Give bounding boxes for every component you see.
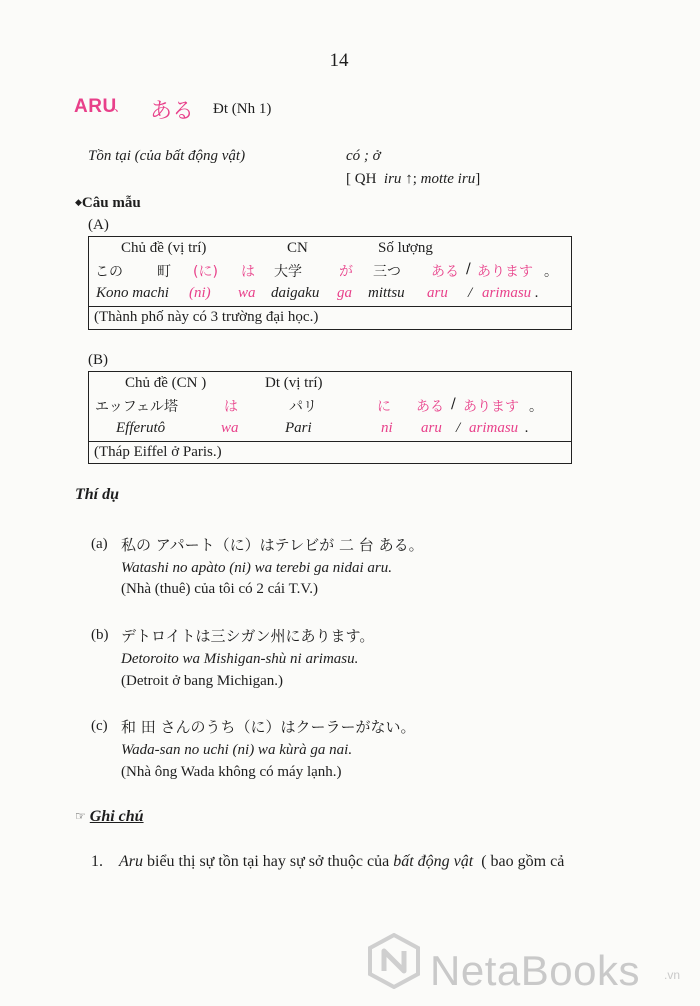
pattern-a-jp-kono: この (95, 264, 123, 280)
pattern-a-ro-mittsu: mittsu (368, 285, 405, 301)
pattern-a-box (88, 236, 572, 330)
pattern-a-ro-kono-machi: Kono machi (96, 285, 169, 301)
pattern-a-ro-slash: / (468, 285, 473, 301)
note-1 (91, 853, 564, 871)
pattern-b-label: (B) (88, 352, 108, 368)
note-1-word: Aru (119, 853, 143, 870)
example-a-label: (a) (91, 536, 108, 552)
example-c-jp: 和 田 さんのうち（に）はクーラーがない。 (121, 718, 416, 736)
pattern-a-jp-ni: (に) (193, 264, 218, 280)
pattern-b-jp-aru: ある (416, 399, 444, 415)
pattern-b-divider (89, 441, 571, 442)
note-1-emph: bất động vật (393, 853, 474, 870)
entry-kana: ある (150, 99, 195, 124)
pattern-b-jp-efferuto: エッフェル塔 (95, 399, 179, 415)
pattern-a-jp-period: 。 (544, 264, 558, 280)
netabooks-logo-icon (366, 933, 422, 989)
watermark-text: NetaBooks (430, 947, 640, 994)
notes-heading: Ghi chú (89, 808, 144, 825)
pattern-b-ro-period: . (525, 420, 529, 436)
pattern-a-jp-mittsu: 三つ (373, 264, 401, 280)
pattern-a-jp-slash: / (466, 261, 471, 277)
meaning-right: có ; ở (346, 148, 381, 164)
pattern-b-jp-wa: は (224, 399, 238, 415)
pattern-b-box (88, 371, 572, 464)
note-1-tail: ( bao gồm cả (481, 853, 565, 870)
pattern-a-ro-ni: (ni) (189, 285, 211, 301)
pattern-b-col1: Chủ đề (CN ) (125, 375, 207, 391)
example-b-translation: (Detroit ở bang Michigan.) (121, 673, 284, 689)
example-b-romaji: Detoroito wa Mishigan-shù ni arimasu. (121, 651, 359, 667)
example-c-translation: (Nhà ông Wada không có máy lạnh.) (121, 764, 342, 780)
pattern-b-translation: (Tháp Eiffel ở Paris.) (94, 444, 222, 460)
pattern-a-ro-wa: wa (238, 285, 256, 301)
entry-word-type: Đt (Nh 1) (213, 101, 272, 117)
watermark-suffix: .vn (664, 968, 681, 982)
pattern-b-ro-efferuto: Efferutô (116, 420, 166, 436)
notes-heading-wrap (75, 808, 144, 826)
pattern-b-jp-period: 。 (529, 399, 543, 415)
pattern-b-ro-pari: Pari (285, 420, 312, 436)
pattern-b-ro-ni: ni (381, 420, 393, 436)
pattern-b-ro-arimasu: arimasu (469, 420, 519, 436)
meaning-related: [ QH iru ↑; motte iru] (346, 171, 481, 187)
pattern-a-jp-wa: は (241, 264, 255, 280)
example-a-romaji: Watashi no apàto (ni) wa terebi ga nidai aru. (121, 560, 392, 576)
pattern-a-jp-arimasu: あります (477, 264, 533, 280)
example-b-jp: デトロイトは三シガン州にあります。 (121, 627, 375, 645)
pattern-a-jp-aru: ある (431, 264, 459, 280)
pattern-a-ro-period: . (535, 285, 539, 301)
pattern-b-col2: Dt (vị trí) (265, 375, 323, 391)
pattern-a-col1: Chủ đề (vị trí) (121, 240, 207, 256)
note-1-text: biểu thị sự tồn tại hay sự sở thuộc của (143, 853, 394, 870)
example-a-jp: 私の アパート（に）はテレビが 二 台 ある。 (121, 536, 424, 554)
pattern-a-ro-ga: ga (337, 285, 352, 301)
pattern-a-ro-daigaku: daigaku (271, 285, 320, 301)
examples-heading: Thí dụ (75, 486, 120, 503)
pattern-heading: ◆Câu mẫu (75, 195, 141, 211)
pattern-a-divider (89, 306, 571, 307)
pattern-b-jp-slash: / (451, 396, 456, 412)
example-c-label: (c) (91, 718, 108, 734)
pattern-b-jp-ni: に (377, 399, 391, 415)
example-c-romaji: Wada-san no uchi (ni) wa kùrà ga nai. (121, 742, 353, 758)
example-a-translation: (Nhà (thuê) của tôi có 2 cái T.V.) (121, 581, 319, 597)
note-1-number: 1. (91, 853, 103, 870)
pattern-a-jp-ga: が (339, 264, 353, 280)
pattern-a-col3: Số lượng (378, 240, 433, 256)
pattern-a-translation: (Thành phố này có 3 trường đại học.) (94, 309, 319, 325)
entry-separator: 、 (114, 99, 128, 114)
pattern-b-ro-wa: wa (221, 420, 239, 436)
pattern-a-ro-aru: aru (427, 285, 448, 301)
entry-romaji: ARU (74, 96, 117, 117)
pattern-b-jp-pari: パリ (289, 399, 317, 415)
pattern-b-jp-arimasu: あります (463, 399, 519, 415)
pattern-a-ro-arimasu: arimasu (482, 285, 532, 301)
page-number: 14 (329, 50, 349, 71)
pattern-a-jp-machi: 町 (157, 264, 171, 280)
pattern-b-ro-slash: / (456, 420, 461, 436)
pointing-hand-icon: ☞ (75, 809, 86, 823)
pattern-a-label: (A) (88, 217, 109, 233)
pattern-a-jp-daigaku: 大学 (274, 264, 302, 280)
diamond-bullet-icon: ◆ (75, 197, 82, 207)
meaning-left: Tồn tại (của bất động vật) (88, 148, 246, 164)
pattern-b-ro-aru: aru (421, 420, 442, 436)
pattern-a-col2: CN (287, 240, 308, 256)
example-b-label: (b) (91, 627, 109, 643)
